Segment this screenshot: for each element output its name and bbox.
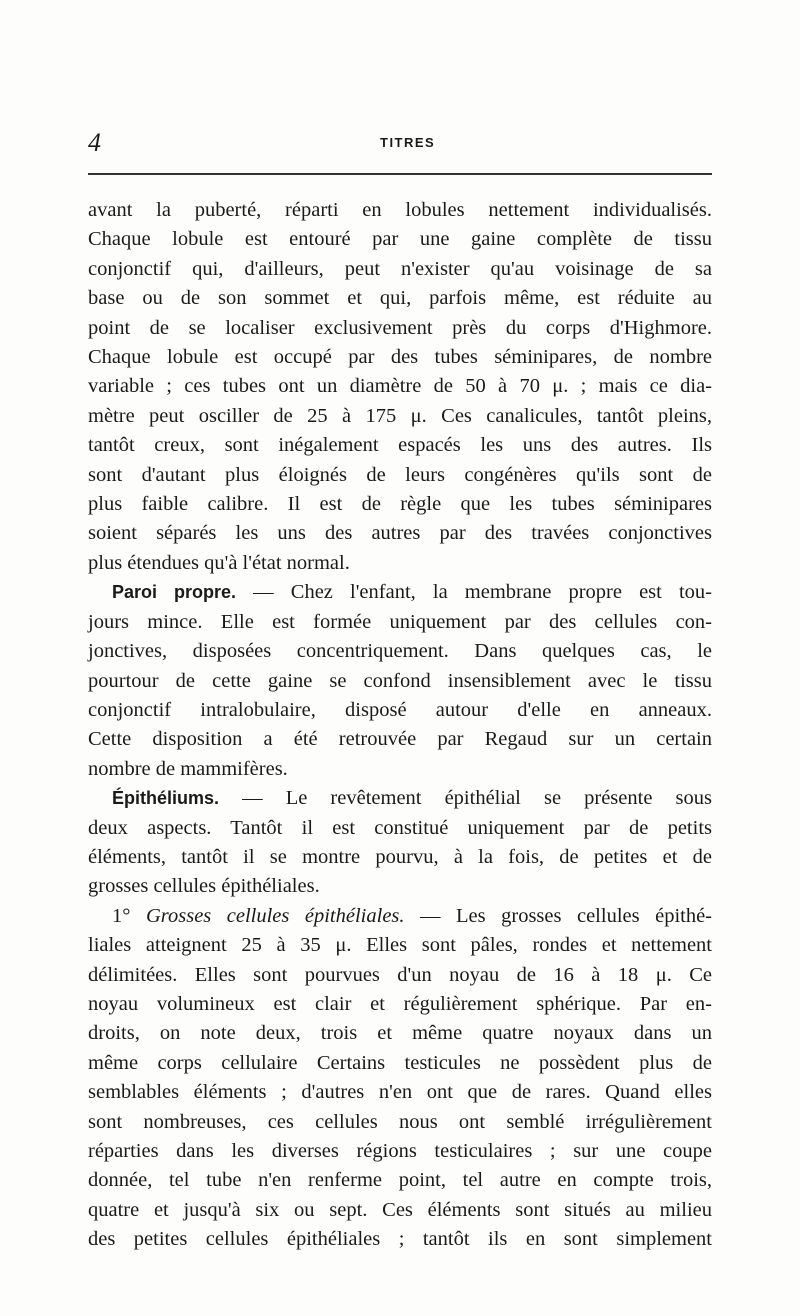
text-line: semblables éléments ; d'autres n'en ont que de rares. Quand elles: [88, 1081, 712, 1104]
body-text: [88, 196, 712, 1255]
text-line: délimitées. Elles sont pourvues d'un noyau de 16 à 18 μ. Ce: [88, 963, 712, 986]
text-line: plus faible calibre. Il est de règle que les tubes séminipares: [88, 493, 712, 516]
text-line: même corps cellulaire Certains testicules ne possèdent plus de: [88, 1051, 712, 1074]
text-line: soient séparés les uns des autres par des travées conjonctives: [88, 522, 712, 545]
subsection-heading: Grosses cellules épithéliales.: [145, 904, 405, 927]
text-line: sont nombreuses, ces cellules nous ont semblé irrégulièrement: [88, 1110, 712, 1133]
text-run: — Chez l'enfant, la membrane propre est tou-: [236, 581, 712, 604]
text-line: grosses cellules épithéliales.: [88, 875, 320, 898]
text-line: Chaque lobule est entouré par une gaine complète de tissu: [88, 228, 712, 251]
page-number: 4: [88, 128, 101, 157]
text-line: tantôt creux, sont inégalement espacés les uns des autres. Ils: [88, 434, 712, 457]
text-line: deux aspects. Tantôt il est constitué uniquement par de petits: [88, 816, 712, 839]
text-line: base ou de son sommet et qui, parfois même, est réduite au: [88, 287, 712, 310]
paragraph: [88, 196, 712, 578]
text-line: [88, 784, 712, 813]
text-line: point de se localiser exclusivement près du corps d'Highmore.: [88, 316, 712, 339]
text-line: Cette disposition a été retrouvée par Regaud sur un certain: [88, 728, 712, 751]
running-head: TITRES: [380, 135, 436, 150]
text-line: des petites cellules épithéliales ; tantôt ils en sont simplement: [88, 1228, 712, 1251]
text-line: droits, on note deux, trois et même quatre noyaux dans un: [88, 1022, 712, 1045]
text-line: jonctives, disposées concentriquement. Dans quelques cas, le: [88, 640, 712, 663]
text-line: [88, 578, 712, 607]
text-line: variable ; ces tubes ont un diamètre de 50 à 70 μ. ; mais ce dia-: [88, 375, 712, 398]
text-line: Chaque lobule est occupé par des tubes séminipares, de nombre: [88, 346, 712, 369]
text-line: plus étendues qu'à l'état normal.: [88, 551, 350, 574]
text-line: liales atteignent 25 à 35 μ. Elles sont pâles, rondes et nettement: [88, 934, 712, 957]
paragraph: [88, 578, 712, 784]
text-line: conjonctif intralobulaire, disposé autour d'elle en anneaux.: [88, 698, 712, 721]
text-line: avant la puberté, réparti en lobules nettement individualisés.: [88, 199, 712, 221]
text-line: réparties dans les diverses régions testiculaires ; sur une coupe: [88, 1140, 712, 1162]
text-line: quatre et jusqu'à six ou sept. Ces éléments sont situés au milieu: [88, 1198, 712, 1221]
text-line: noyau volumineux est clair et régulièrement sphérique. Par en-: [88, 992, 712, 1015]
paragraph: [88, 784, 712, 902]
text-run: — Le revêtement épithélial se présente sous: [219, 787, 712, 810]
section-heading-paroi-propre: Paroi propre.: [112, 582, 237, 603]
text-line: pourtour de cette gaine se confond insensiblement avec le tissu: [88, 669, 712, 692]
paragraph: [88, 902, 712, 1255]
text-line: jours mince. Elle est formée uniquement par des cellules con-: [88, 610, 712, 633]
text-run: — Les grosses cellules épithé-: [404, 904, 713, 927]
text-line: conjonctif qui, d'ailleurs, peut n'exister qu'au voisinage de sa: [88, 257, 712, 280]
text-line: nombre de mammifères.: [88, 757, 288, 780]
section-heading-epitheliums: Épithéliums.: [112, 788, 220, 809]
text-line: [88, 902, 712, 931]
page-header: [88, 128, 712, 158]
text-line: donnée, tel tube n'en renferme point, tel autre en compte trois,: [88, 1169, 712, 1192]
text-line: éléments, tantôt il se montre pourvu, à la fois, de petites et de: [88, 845, 712, 868]
header-rule: [88, 173, 712, 175]
text-line: sont d'autant plus éloignés de leurs congénères qu'ils sont de: [88, 463, 712, 486]
list-number: 1°: [112, 904, 131, 927]
text-line: mètre peut osciller de 25 à 175 μ. Ces canalicules, tantôt pleins,: [88, 404, 712, 427]
